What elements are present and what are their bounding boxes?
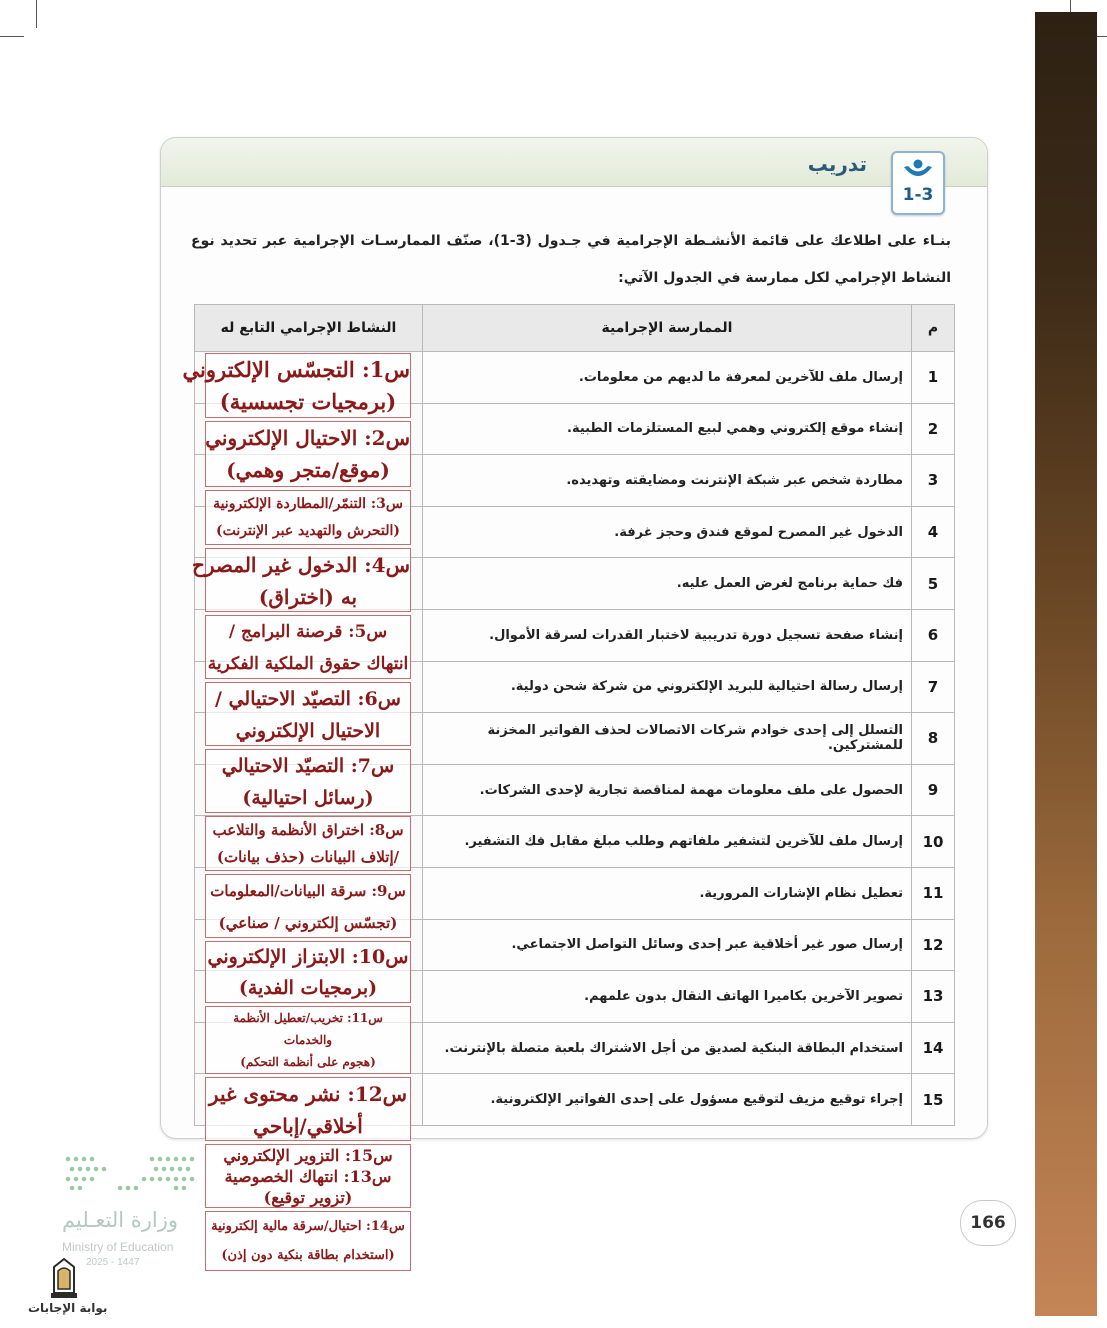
answer-box: س5: قرصنة البرامج / انتهاك حقوق الملكية الفكرية	[205, 615, 411, 679]
row-number: 1	[912, 352, 955, 404]
practice-cell: إنشاء صفحة تسجيل دورة تدريبية لاختبار القدرات لسرقة الأموال.	[423, 609, 912, 661]
answer-box: س6: التصيّد الاحتيالي / الاحتيال الإلكتروني	[205, 682, 411, 746]
portal-lantern-icon	[44, 1257, 84, 1301]
header-practice: الممارسة الإجرامية	[423, 305, 912, 352]
row-number: 2	[912, 403, 955, 455]
ministry-name-english: Ministry of Education	[62, 1240, 174, 1254]
portal-name: بوابة الإجابات	[28, 1301, 108, 1315]
practice-cell: الحصول على ملف معلومات مهمة لمناقصة تجارية لإحدى الشركات.	[423, 764, 912, 816]
practice-cell: تعطيل نظام الإشارات المرورية.	[423, 867, 912, 919]
answer-box: س8: اختراق الأنظمة والتلاعب /إتلاف البيانات (حذف بيانات)	[205, 816, 411, 871]
page-number: 166	[960, 1200, 1016, 1246]
answer-box: س1: التجسّس الإلكتروني (برمجيات تجسسية)	[205, 353, 411, 418]
header-activity: النشاط الإجرامي التابع له	[195, 305, 423, 352]
answer-box: س14: احتيال/سرقة مالية إلكترونية (استخدام بطاقة بنكية دون إذن)	[205, 1211, 411, 1271]
crop-mark-top-left	[36, 0, 37, 28]
practice-cell: تصوير الآخرين بكاميرا الهاتف النقال بدون علمهم.	[423, 971, 912, 1023]
ministry-year: 2025 - 1447	[86, 1257, 140, 1268]
row-number: 14	[912, 1022, 955, 1074]
person-icon	[893, 157, 943, 183]
card-title: تدريب	[807, 152, 867, 176]
practice-cell: إنشاء موقع إلكتروني وهمي لبيع المستلزمات الطبية.	[423, 403, 912, 455]
answer-box: س2: الاحتيال الإلكتروني (موقع/متجر وهمي)	[205, 421, 411, 487]
crop-mark-left-h	[0, 36, 24, 37]
practice-cell: مطاردة شخص عبر شبكة الإنترنت ومضايقته وتهديده.	[423, 455, 912, 507]
practice-cell: إرسال ملف للآخرين لمعرفة ما لديهم من معلومات.	[423, 352, 912, 404]
answer-overlay	[182, 353, 411, 1274]
practice-cell: إرسال رسالة احتيالية للبريد الإلكتروني من شركة شحن دولية.	[423, 661, 912, 713]
answer-box: س7: التصيّد الاحتيالي (رسائل احتيالية)	[205, 749, 411, 813]
row-number: 10	[912, 816, 955, 868]
exercise-badge	[891, 151, 945, 215]
page-spine-decoration	[1035, 12, 1097, 1316]
row-number: 3	[912, 455, 955, 507]
table-header-row	[195, 305, 955, 352]
practice-cell: إجراء توقيع مزيف لتوقيع مسؤول على إحدى الفواتير الإلكترونية.	[423, 1074, 912, 1126]
answer-box: س3: التنمّر/المطاردة الإلكترونية (التحرش والتهديد عبر الإنترنت)	[205, 490, 411, 545]
row-number: 9	[912, 764, 955, 816]
answer-box: س12: نشر محتوى غير أخلاقي/إباحي	[205, 1077, 411, 1141]
row-number: 15	[912, 1074, 955, 1126]
exercise-instructions: بنـاء على اطلاعك على قائمة الأنشـطة الإجرامية في جـدول (3-1)، صنّف الممارسـات الإجرامية عبر تحديد نوع النشاط الإجرامي لكل ممارسة في الجدول الآتي:	[191, 233, 951, 286]
exercise-number: 1-3	[902, 185, 934, 205]
card-header	[161, 138, 987, 187]
header-num: م	[912, 305, 955, 352]
answer-box: س15: التزوير الإلكتروني س13: انتهاك الخصوصية (تزوير توقيع)	[205, 1144, 411, 1208]
row-number: 7	[912, 661, 955, 713]
ministry-name-arabic: وزارة التعـليم	[62, 1208, 179, 1232]
answer-box: س4: الدخول غير المصرح به (اختراق)	[205, 548, 411, 612]
answer-box: س9: سرقة البيانات/المعلومات (تجسّس إلكتروني / صناعي)	[205, 874, 411, 938]
practice-cell: فك حماية برنامج لغرض العمل عليه.	[423, 558, 912, 610]
row-number: 8	[912, 713, 955, 765]
row-number: 13	[912, 971, 955, 1023]
row-number: 11	[912, 867, 955, 919]
practice-cell: استخدام البطاقة البنكية لصديق من أجل الاشتراك بلعبة متصلة بالإنترنت.	[423, 1022, 912, 1074]
row-number: 5	[912, 558, 955, 610]
practice-cell: إرسال صور غير أخلاقية عبر إحدى وسائل التواصل الاجتماعي.	[423, 919, 912, 971]
answer-box: س11: تخريب/تعطيل الأنظمة والخدمات (هجوم على أنظمة التحكم)	[205, 1006, 411, 1074]
ministry-logo-dots-icon	[64, 1155, 198, 1191]
practice-cell: إرسال ملف للآخرين لتشفير ملفاتهم وطلب مبلغ مقابل فك التشفير.	[423, 816, 912, 868]
row-number: 4	[912, 506, 955, 558]
answer-box: س10: الابتزاز الإلكتروني (برمجيات الفدية)	[205, 941, 411, 1003]
practice-cell: الدخول غير المصرح لموقع فندق وحجز غرفة.	[423, 506, 912, 558]
row-number: 6	[912, 609, 955, 661]
practice-cell: التسلل إلى إحدى خوادم شركات الاتصالات لحذف الفواتير المخزنة للمشتركين.	[423, 713, 912, 765]
row-number: 12	[912, 919, 955, 971]
